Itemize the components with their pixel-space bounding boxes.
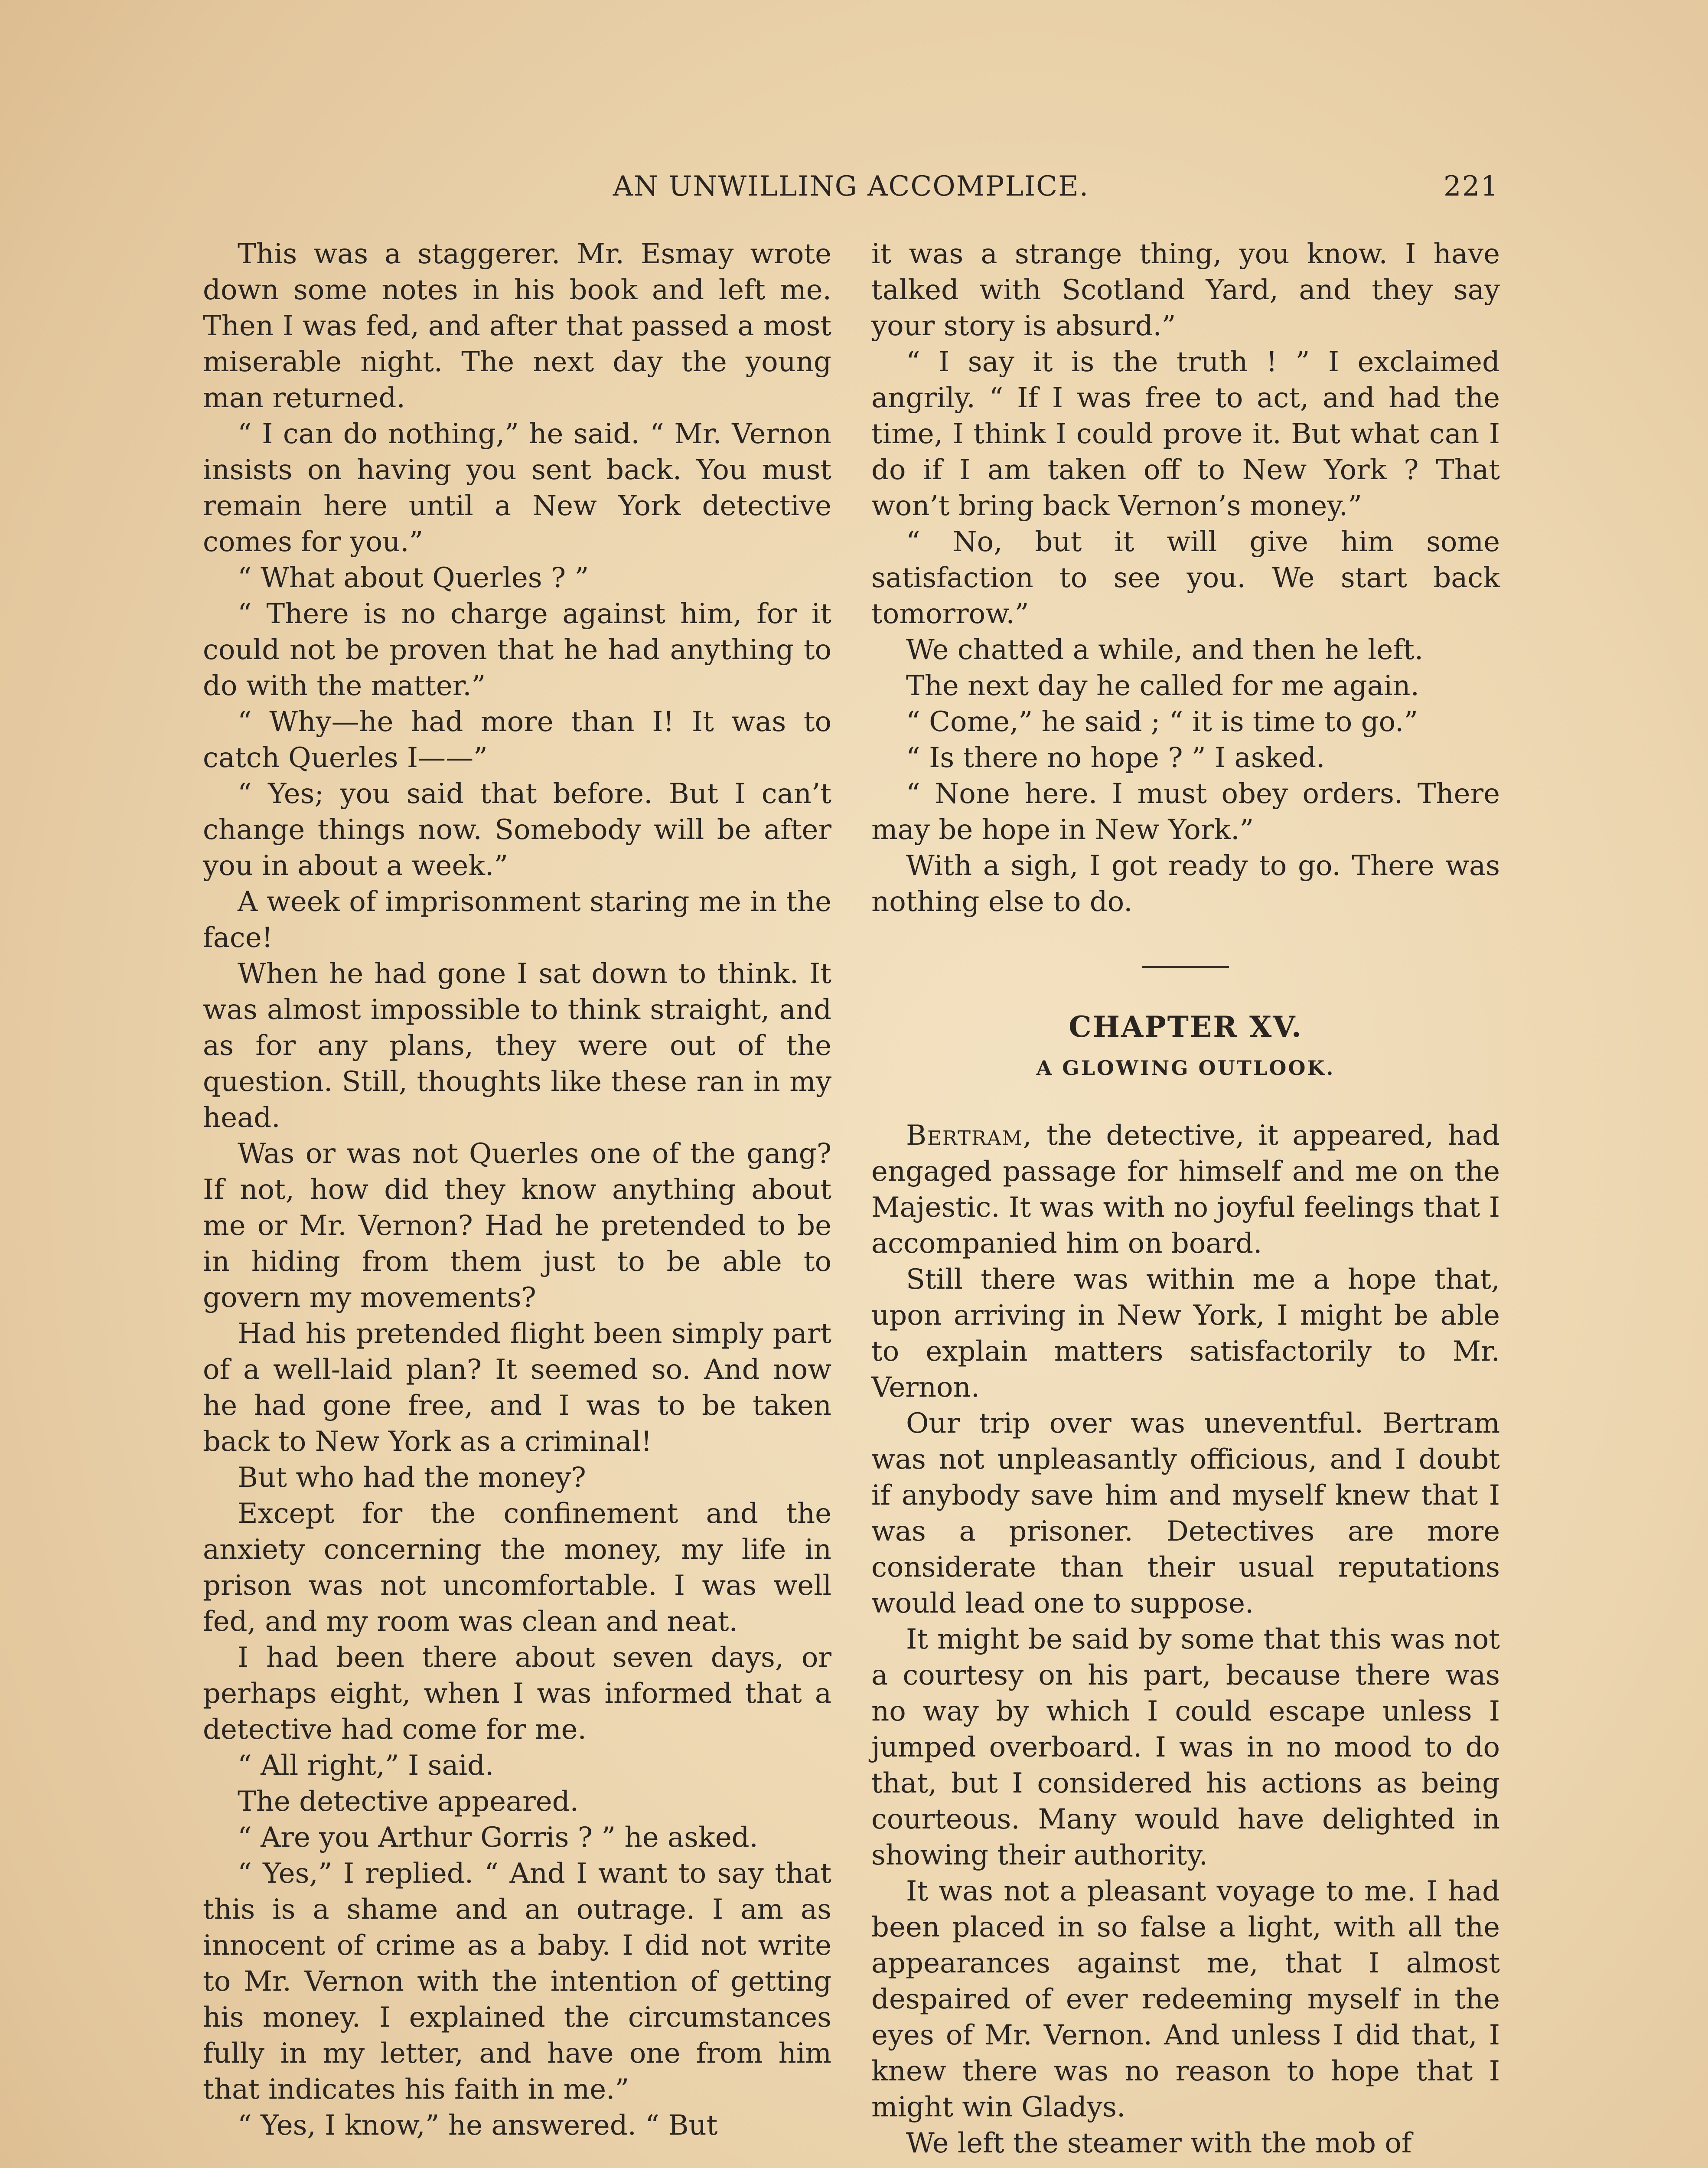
chapter-first-paragraph-text: the detective, it appeared, had engaged passage for himself and me on the Majestic. It was with no joyful feelings that I accompanied him on board. [871,1120,1500,1260]
paragraph: We chatted a while, and then he left. [906,634,1424,666]
section-divider [1142,966,1229,968]
paragraph: “ All right,” I said. [238,1750,494,1782]
paragraph: “ Is there no hope ? ” I asked. [906,742,1325,774]
paragraph: I had been there about seven days, or perhaps eight, when I was informed that a detective had come for me. [203,1642,831,1746]
chapter-subtitle: A GLOWING OUTLOOK. [1036,1056,1335,1080]
paragraph: The next day he called for me again. [906,670,1419,702]
paragraph: It was not a pleasant voyage to me. I had been placed in so false a light, with all the appearances against me, that I almost despaired of ever redeeming myself in the eyes of Mr. Vernon. And unless I did that, I knew there was no reason to hope that I might win Gladys. [871,1875,1500,2123]
chapter-title: CHAPTER XV. [1069,1010,1303,1044]
paragraph-continued: it was a strange thing, you know. I have talked with Scotland Yard, and they say your story is absurd.” [871,238,1500,342]
paragraph: The detective appeared. [238,1786,579,1818]
paragraph: When he had gone I sat down to think. It was almost impossible to think straight, and as for any plans, they were out of the question. Still, thoughts like these ran in my head. [203,958,831,1134]
page-number: 221 [1443,170,1499,202]
chapter-first-paragraph [871,1118,1500,1262]
paragraph: Was or was not Querles one of the gang? If not, how did they know anything about me or Mr. Vernon? Had he pretended to be in hiding from them just to be able to govern my movements? [203,1138,831,1314]
chapter-first-word: Bertram, [906,1120,1033,1152]
paragraph: “ I say it is the truth ! ” I exclaimed angrily. “ If I was free to act, and had the time, I think I could prove it. But what can I do if I am taken off to New York ? That won’t bring back Vernon’s money.” [871,346,1500,522]
paragraph: “ Come,” he said ; “ it is time to go.” [906,706,1418,738]
paragraph: A week of imprisonment staring me in the face! [203,886,831,954]
paragraph: Except for the confinement and the anxiety concerning the money, my life in prison was not uncomfortable. I was well fed, and my room was clean and neat. [203,1498,831,1638]
paragraph: “ I can do nothing,” he said. “ Mr. Vernon insists on having you sent back. You must remain here until a New York detective comes for you.” [203,418,831,558]
paragraph: We left the steamer with the mob of [906,2127,1412,2159]
paragraph: “ Are you Arthur Gorris ? ” he asked. [238,1822,758,1854]
paragraph: “ None here. I must obey orders. There may be hope in New York.” [871,778,1500,846]
paragraph: “ Yes,” I replied. “ And I want to say that this is a shame and an outrage. I am as innocent of crime as a baby. I did not write to Mr. Vernon with the intention of getting his money. I explained the circumstances fully in my letter, and have one from him that indicates his faith in me.” [203,1858,831,2106]
running-head [203,167,1499,206]
paragraph: But who had the money? [238,1462,586,1494]
paragraph: Had his pretended flight been simply part of a well-laid plan? It seemed so. And now he had gone free, and I was to be taken back to New York as a criminal! [203,1318,831,1458]
paragraph: “ Why—he had more than I! It was to catch Querles I——” [203,706,831,774]
running-title: AN UNWILLING ACCOMPLICE. [613,170,1089,202]
paragraph: “ There is no charge against him, for it could not be proven that he had anything to do with the matter.” [203,598,831,702]
paragraph: Still there was within me a hope that, upon arriving in New York, I might be able to explain matters satisfactorily to Mr. Vernon. [871,1264,1500,1404]
paragraph: It might be said by some that this was not a courtesy on his part, because there was no way by which I could escape unless I jumped overboard. I was in no mood to do that, but I considered his actions as being courteous. Many would have delighted in showing their authority. [871,1623,1500,1871]
paragraph: With a sigh, I got ready to go. There was nothing else to do. [871,850,1500,918]
paragraph: “ Yes; you said that before. But I can’t change things now. Somebody will be after you in about a week.” [203,778,831,882]
paragraph: “ Yes, I know,” he answered. “ But [238,2109,718,2142]
left-column [203,236,831,2144]
paragraph: “ No, but it will give him some satisfaction to see you. We start back tomorrow.” [871,526,1500,630]
paragraph: This was a staggerer. Mr. Esmay wrote down some notes in his book and left me. Then I was fed, and after that passed a most miserable night. The next day the young man returned. [203,238,831,414]
paragraph: “ What about Querles ? ” [238,562,589,594]
paragraph: Our trip over was uneventful. Bertram was not unpleasantly officious, and I doubt if anybody save him and myself knew that I was a prisoner. Detectives are more considerate than their usual reputations would lead one to suppose. [871,1407,1500,1619]
right-column [871,236,1500,2161]
